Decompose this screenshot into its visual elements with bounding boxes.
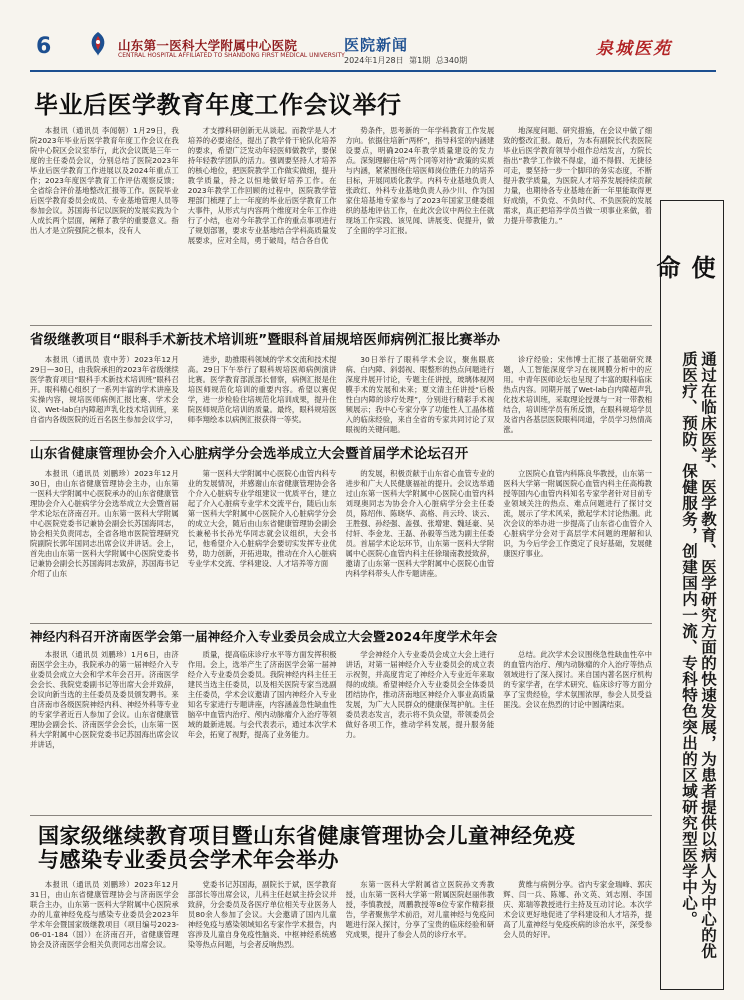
article-5-col-1: 本报讯（通讯员 刘鹏珍）2023年12月31日，由山东省健康管理协会与济南医学会联合主办，山东第一医科大学附属中心医院承办的儿童神经免疫与感染专业委员会2023年学术年会暨国家级继教项目（项目编号2023-06-01-184（国））在济南召开，省健康管理协会及济南医学会相关负责同志出席会议。 [30, 880, 179, 950]
hospital-name-en: CENTRAL HOSPITAL AFFILIATED TO SHANDONG FIRST MEDICAL UNIVERSITY [118, 52, 345, 59]
divider [30, 815, 652, 816]
article-2-col-3: 30日举行了眼科学术会议，聚焦眼底病、白内障、斜弱视、眼整形的热点问题进行深度并展开讨论，专题主任讲授，玻璃体视网膜手术的发展和未来；夏文清主任讲授“后极性白内障的诊疗处理”，分别进行精彩手术视频展示；我中心专家分享了功能性人工晶体植入的临床经验，来自全省的专家共同讨论了双眼视的关键问题。 [345, 354, 495, 434]
article-2-col-1: 本报讯（通讯员 袁中芳）2023年12月29日—30日，由我院承担的2023年省级继续医学教育项目“眼科手术新技术培训班”眼科召开。眼科精心组织了一系列丰富的学术讲座及实操内容，规培医师病例汇报比赛、学术会议、Wet-lab白内障超声乳化技术培训班，来自省内各级医院的近百名医生参加会议学习， [30, 354, 179, 424]
issue-info: 2024年1月28日 第1期 总340期 [344, 56, 468, 65]
article-3-headline: 山东省健康管理协会介入心脏病学分会选举成立大会暨首届学术论坛召开 [30, 446, 469, 462]
article-2-col-4: 诊疗经验；宋伟博士汇报了基础研究课题，人工智能深度学习在视网膜分析中的应用。中青年医师论坛也呈现了丰富的眼科临床热点内容。同期开展了Wet-lab白内障超声乳化技术培训班，采取理论授课与一对一带教相结合，培训班学员有所反馈，在眼科规培学员及省内各基层医院眼科同道，学员学习热情高涨。 [503, 354, 652, 434]
article-3-col-1: 本报讯（通讯员 刘鹏珍）2023年12月30日，由山东省健康管理协会主办，山东第一医科大学附属中心医院承办的山东省健康管理协会介入心脏病学分会选举成立大会暨首届学术论坛在济南召开。山东第一医科大学附属中心医院党委书记兼协会副会长苏国海同志，协会相关负责同志，全省各地市医院管理研究院副院长郭年国同志出席会议并讲话。会上，首先由山东第一医科大学附属中心医院党委书记兼协会副会长苏国海同志致辞，苏国海书记介绍了山东 [30, 468, 179, 578]
article-4-col-2: 质量，提高临床诊疗水平等方面发挥积极作用。会上，选举产生了济南医学会第一届神经介入专业委员会委员。我院神经内科主任王建民当选主任委员，以及相关医院专家当选副主任委员，学术会议邀请了国内神经介入专业知名专家进行专题讲座，内容涵盖急性缺血性脑卒中血管内治疗、颅内动脉瘤介入治疗等领域的最新进展。与会代表表示，通过本次学术年会，拓宽了视野，提高了业务能力。 [187, 650, 337, 740]
article-3-col-3: 的发展，积极贡献于山东省心血管专业的进步和广大人民健康福祉的提升。会议选举通过山东第一医科大学附属中心医院心血管内科刘现奥同志为协会介入心脏病学分会主任委员，陈绍伟、陈晓华、高格、肖云玲、谈云、王胜强、孙经强、盖强、张增建、魏延豪、吴付轩、李金龙、王磊、孙毅等当选为副主任委员。首届学术论坛环节，山东第一医科大学附属中心医院心血管内科主任徐瑞南教授致辞，邀请了山东第一医科大学附属中心医院心血管内科学科带头人作专题讲座。 [345, 468, 495, 578]
mission-text: 通过在临床医学、医学教育、医学研究方面的快速发展，为患者提供以病人为中心的优质医疗、预防、保健服务，创建国内一流、专科特色突出的区域研究型医学中心。 [680, 351, 717, 959]
article-3 [30, 447, 652, 617]
divider [30, 325, 652, 326]
article-5-col-3: 东第一医科大学附属省立医院孙文秀教授，山东第一医科大学第一附属医院赵丽伟教授，李慎教授，周鹏教授等8位专家作精彩报告，学者聚焦学术前沿，对儿童神经与免疫问题进行深入探讨，分享了宝贵的临床经验和研究成果，提升了参会人员的诊疗水平。 [345, 880, 495, 940]
article-3-col-2: 第一医科大学附属中心医院心血管内科专业的发展情况，并感谢山东省健康管理协会各个介入心脏病专业学组建议一优质平台，建立起了介入心脏病专业学术交流平台，随后山东第一医科大学附属中心医院介入心脏病学分会的成立大会，随后由山东省健康管理协会副会长兼秘书长孙光华同志就会议组织，大会书记，他希望介入心脏病学会要切实发挥专业优势，助力创新，开拓进取，推动在介入心脏病专业学术交流、学科建设、人才培养等方面 [187, 468, 337, 568]
masthead [0, 0, 744, 78]
article-1-col-2: 才支撑科研创新无从谈起。而教学是人才培养的必要途径，提出了教学骨干轮队化培养的要求，希望广泛发动年轻医师做教学，要保持年轻教学团队的活力。强调要坚持人才培养的核心地位，把医院教学工作做实做细，提升教学质量，持之以恒地做好培养工作。在2023年教学工作回顾的过程中，医院教学管理部门梳理了上一年度的毕业后医学教育工作大事件，从形式与内容两个维度对全年工作进行了小结，也对今年教学工作的重点事项进行了规划部署，要求专业基地结合学科高质量发展要求，应对全局，勇于破局，结合各自优 [187, 125, 337, 245]
article-4-col-4: 总结。此次学术会议围绕急性缺血性卒中的血管内治疗、颅内动脉瘤的介入治疗等热点领域进行了深入探讨。来自国内著名医疗机构的专家学者，在学术研究、临床诊疗等方面分享了宝贵经验，学术氛围浓厚，参会人员受益匪浅。会议在热烈的讨论中圆满结束。 [503, 650, 652, 710]
article-2 [30, 333, 652, 435]
section-title: 医院新闻 [344, 36, 409, 54]
article-1-col-3: 势条件，思考新的一年学科教育工作发展方向。依据住培新“两杯”，指导科室的内涵建设要点，明确2024年教学质量建设的发力点。深刻理解住培“两个同等对待”政策的实质与内涵，紧紧围绕住培医师岗位胜任力的培养目标，开展同质化教学。内科专业基地负责人张政红、外科专业基地负责人孙少川、作为国家住培基地专家参与了2023年国家卫健委组织的基地评估工作，在此次会议中两位主任就现场工作实践、该见闻、讲展变、促提升，做了全面的学习汇报。 [345, 125, 495, 235]
masthead-rule [30, 70, 716, 72]
article-4-col-3: 学会神经介入专业委员会成立大会上进行讲话，对第一届神经介入专业委员会的成立表示祝贺，并高度肯定了神经介入专业近年来取得的成绩。希望神经介入专业委员会全体委员团结协作，推动济南地区神经介入事业高质量发展，为广大人民群众的健康保驾护航。主任委员表态发言，表示将不负众望，带领委员会做好各项工作，推动学科发展，提升服务能力。 [345, 650, 495, 740]
article-2-col-2: 进步，助推眼科领域的学术交流和技术提高。29日下午举行了眼科规培医师病例演讲比赛。医学教育部派部长督察，病例汇报是住培医师规范化培训的重要内容。希望以赛促学，进一步检验住培规范化培训成果，提升住院医师规范化培训的质量。最终，眼科规培医师李翔绘本以病例汇报获得一等奖。 [187, 354, 337, 424]
article-4-headline: 神经内科召开济南医学会第一届神经介入专业委员会成立大会暨2024年度学术年会 [30, 629, 498, 644]
article-5 [30, 824, 652, 994]
article-5-col-2: 党委书记苏国海，副院长于斌，医学教育部部长等出席会议，儿科主任赵斌主持会议并致辞，分会委员及各医疗单位相关专业医务人员80余人参加了会议。大会邀请了国内儿童神经免疫与感染领域知名专家作学术报告，内容涉及儿童自身免疫性脑炎、中枢神经系统感染等热点问题，与会者反响热烈。 [187, 880, 337, 950]
article-1-headline: 毕业后医学教育年度工作会议举行 [34, 91, 402, 119]
newspaper-brand: 泉城医苑 [596, 39, 672, 59]
article-5-headline: 国家级继续教育项目暨山东省健康管理协会儿童神经免疫与感染专业委员会学术年会举办 [38, 824, 576, 873]
article-1 [30, 92, 652, 320]
article-2-headline: 省级继教项目“眼科手术新技术培训班”暨眼科首届规培医师病例汇报比赛举办 [30, 332, 501, 348]
mission-sidebar [652, 200, 724, 990]
divider [30, 440, 652, 441]
article-1-col-4: 地深度问题、研究措施，在会议中做了细致的整改汇报。最后，为本有副院长代表医院毕业后医学教育领导小组作总结发言，方院长指出“教学工作做不得虚，道不得假、无捷径可走，要坚持一步一个脚印的务实态度，不断提升教学质量，为医院人才培养发展持续贡献力量，也期待各专业基地在新一年里能取得更好成绩，不负党、不负时代、不负医院的发展需求，真正把培养学员当做一项事业来做，着力提升带教能力。” [503, 125, 652, 225]
article-4 [30, 630, 652, 810]
divider [30, 623, 652, 624]
article-3-col-4: 立医院心血管内科陈良华教授，山东第一医科大学第一附属医院心血管内科主任高梅教授等国内心血管内科知名专家学者针对目前专业领域关注的热点、难点问题进行了探讨交流，展示了学术风采，掀起学术讨论热潮。此次会议的举办进一步提高了山东省心血管介入心脏病学分会对于高层学术问题的理解和认识，为今后学会工作奠定了良好基础，发展健康医疗事业。 [503, 468, 652, 558]
mission-title: 使命 [652, 255, 715, 319]
article-5-col-4: 黄维与病例分享。省内专家金瑞峰、郭庆辉、闫一兵、陈娜、孙文英、刘志刚、李国庆、郑瑞等教授进行主持及互动讨论。本次学术会议更好地促进了学科建设和人才培养，提高了儿童神经与免疫疾病的诊治水平，深受参会人员的好评。 [503, 880, 652, 940]
page-number: 6 [36, 34, 52, 59]
hospital-name-cn: 山东第一医科大学附属中心医院 [118, 38, 298, 53]
article-4-col-1: 本报讯（通讯员 刘鹏珍）1月6日，由济南医学会主办，我院承办的第一届神经介入专业委员会成立大会和学术年会召开。济南医学会会长、我院党委副书记等出席大会并致辞，会议向新当选的主任委员及委员颁发聘书。来自济南市各级医院神经内科、神经外科等专业的专家学者近百人参加了会议。山东省健康管理协会副会长、济南医学会会长，山东第一医科大学附属中心医院党委书记苏国海出席会议并讲话， [30, 650, 179, 750]
article-1-col-1: 本报讯（通讯员 李闻朝）1月29日，我院2023年毕业后医学教育年度工作会议在我院中心院区会议室举行，此次会议既是三年一度的主任委员会议，分别总结了医院2023年毕业后医学教育工作进展以及2024年重点工作；2023年度医学教育工作评估观察反馈；全省综合评价基地整改汇报等工作。医院毕业后医学教育委员会成员、专业基地管理人员等参加会议。苏国海书记以医院的发展实践为个人成长两个层面，阐释了教学的重要意义。指出人才是立院强院之根本，没有人 [30, 125, 179, 235]
hospital-logo-icon [84, 30, 112, 58]
